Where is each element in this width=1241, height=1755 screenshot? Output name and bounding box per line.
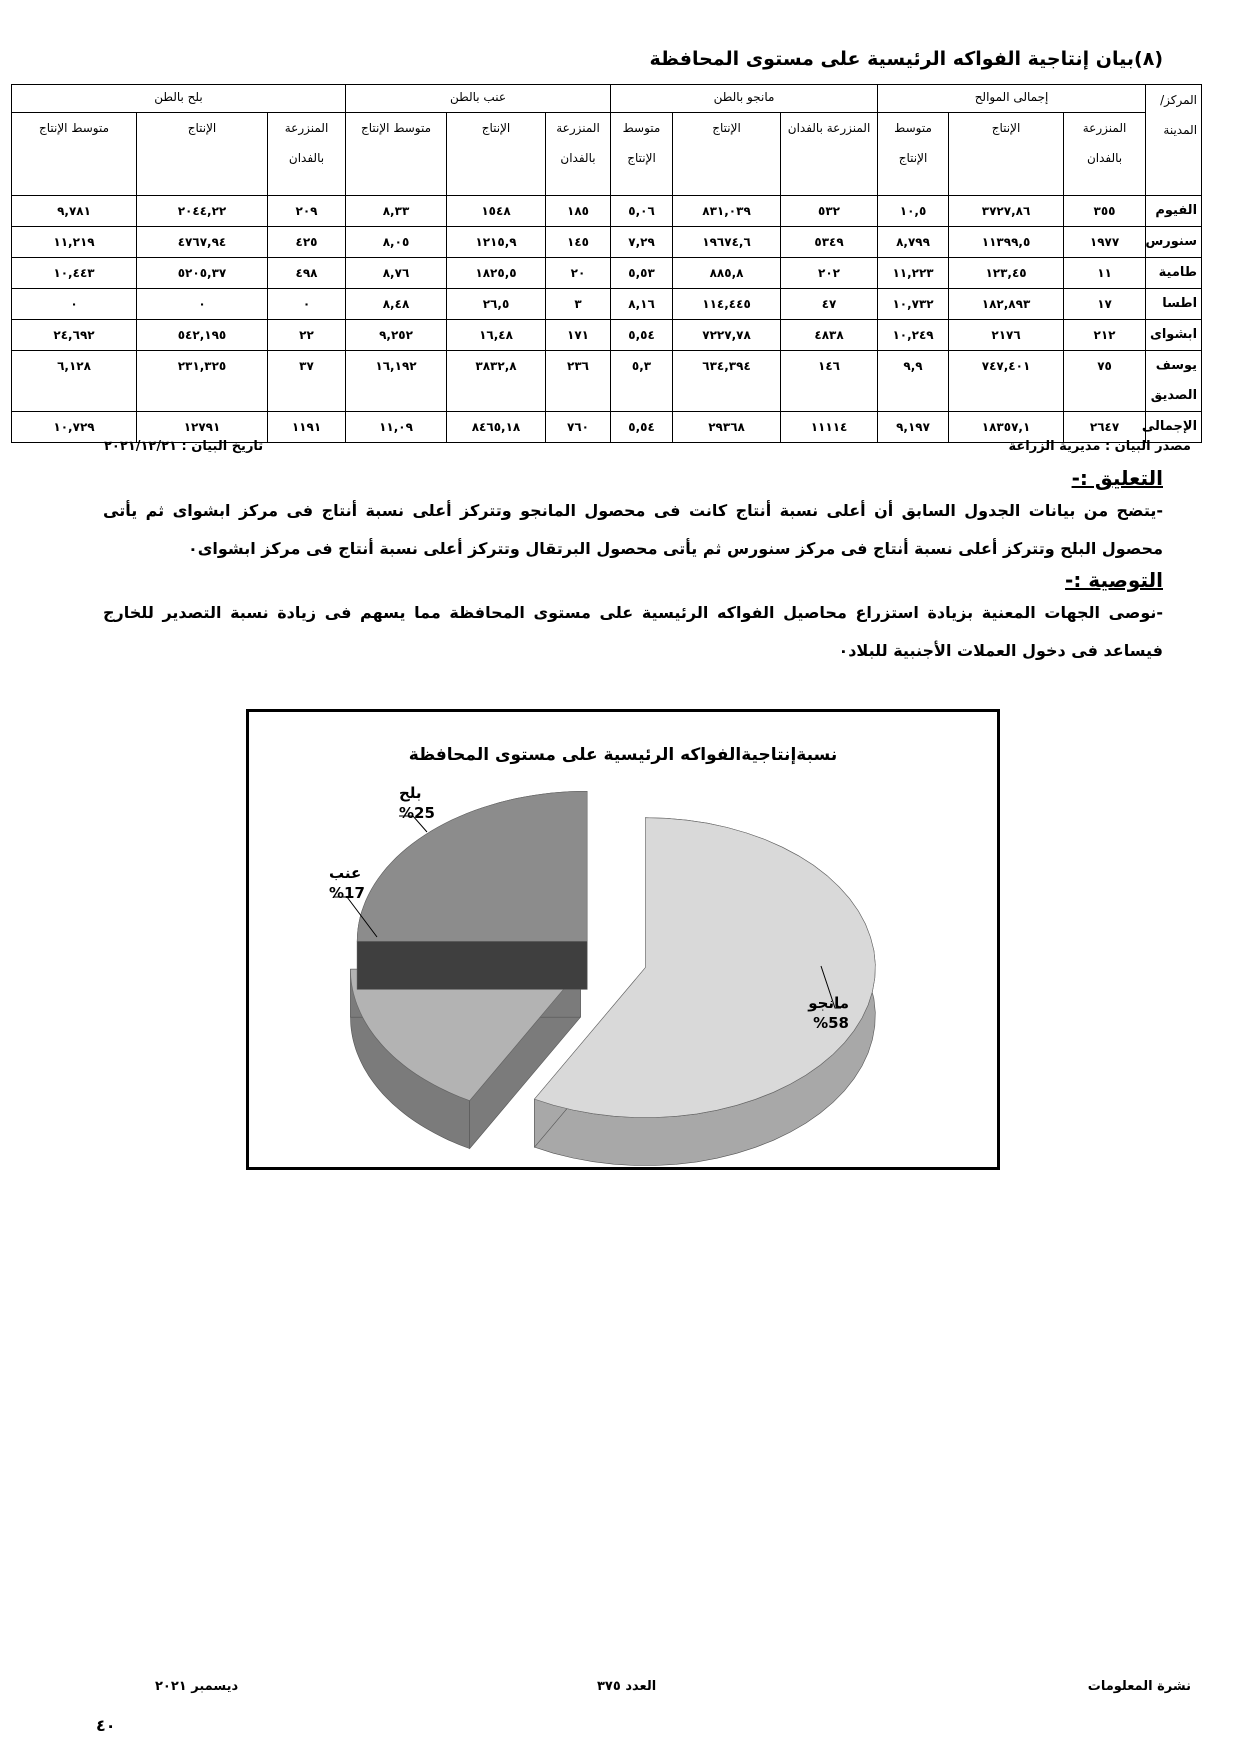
table-cell: ١٧ [1064, 289, 1146, 320]
table-cell: ١٨٢,٨٩٣ [949, 289, 1064, 320]
table-cell: ١١٩١ [268, 412, 346, 443]
table-cell: ٢٠٤٤,٢٢ [137, 196, 268, 227]
table-cell: ٤٩٨ [268, 258, 346, 289]
table-cell: ٤٢٥ [268, 227, 346, 258]
table-cell: ٧٥ [1064, 351, 1146, 412]
table-cell: ١٠,٧٢٩ [12, 412, 137, 443]
page-number: ٤٠ [96, 1716, 116, 1735]
table-cell: ٢٠ [546, 258, 611, 289]
table-cell: ٥,٠٦ [611, 196, 673, 227]
pie-slice-wall [357, 941, 587, 989]
table-cell: ٤٨٣٨ [781, 320, 878, 351]
slice-label: عنب [329, 864, 362, 882]
table-cell: ١٠,٢٤٩ [878, 320, 949, 351]
recommendation-text: -نوصى الجهات المعنية بزيادة استزراع محاصيل الفواكه الرئيسية على مستوى المحافظة مما يسهم فى زيادة نسبة التصدير للخارج فيساعد فى دخول العملات الأجنبية للبلاد٠ [103, 603, 1163, 660]
table-cell: ٥,٥٤ [611, 320, 673, 351]
subheader: متوسط الإنتاج [878, 113, 949, 196]
subheader: الإنتاج [447, 113, 546, 196]
pie-slice-3 [357, 791, 587, 989]
subheader: متوسط الإنتاج [346, 113, 447, 196]
table-cell: ١٥٤٨ [447, 196, 546, 227]
table-row [12, 289, 1202, 320]
table-cell: ١٠,٥ [878, 196, 949, 227]
table-cell: ٢٠٩ [268, 196, 346, 227]
slice-label: مانجو [808, 994, 849, 1012]
region-name: سنورس [1146, 227, 1202, 258]
table-cell: ٣٨٣٢,٨ [447, 351, 546, 412]
table-cell: ٢٢ [268, 320, 346, 351]
fruit-production-table [11, 84, 1202, 443]
table-cell: ١٩٧٧ [1064, 227, 1146, 258]
table-cell: ٥٣٤٩ [781, 227, 878, 258]
footer-date: ديسمبر ٢٠٢١ [155, 1679, 239, 1694]
table-cell: ٢٣٦ [546, 351, 611, 412]
table-cell: ٧٦٠ [546, 412, 611, 443]
data-source: مصدر البيان : مديرية الزراعة [1008, 439, 1191, 454]
subheader: الإنتاج [949, 113, 1064, 196]
group-header-grapes: عنب بالطن [346, 85, 611, 113]
table-cell: ٤٧٦٧,٩٤ [137, 227, 268, 258]
region-name: ابشواى [1146, 320, 1202, 351]
table-cell: ١٨٢٥,٥ [447, 258, 546, 289]
page-title: (٨)بيان إنتاجية الفواكه الرئيسية على مستوى المحافظة [649, 48, 1163, 70]
table-cell: ١٢١٥,٩ [447, 227, 546, 258]
table-cell: ١٢٣,٤٥ [949, 258, 1064, 289]
table-row [12, 320, 1202, 351]
table-cell: ٨,٠٥ [346, 227, 447, 258]
slice-label: بلح [399, 784, 422, 802]
table-cell: ٤٧ [781, 289, 878, 320]
table-cell: ١٨٥ [546, 196, 611, 227]
table-cell: ١٤٦ [781, 351, 878, 412]
table-cell: ٢٦,٥ [447, 289, 546, 320]
table-cell: ١١١١٤ [781, 412, 878, 443]
table-cell: ٣ [546, 289, 611, 320]
pie-slice-top [357, 791, 587, 941]
table-cell: ٨٣١,٠٣٩ [673, 196, 781, 227]
table-cell: ٢١٧٦ [949, 320, 1064, 351]
table-cell: ٢٤,٦٩٢ [12, 320, 137, 351]
group-header-mango: مانجو بالطن [611, 85, 878, 113]
subheader: المنزرعة بالفدان [268, 113, 346, 196]
table-cell: ٥٣٢ [781, 196, 878, 227]
table-cell: ٢٣١,٣٢٥ [137, 351, 268, 412]
table-cell: ٨٤٦٥,١٨ [447, 412, 546, 443]
recommendation-heading: التوصية :- [1065, 568, 1163, 592]
table-cell: ٠ [268, 289, 346, 320]
comment-text: -يتضح من بيانات الجدول السابق أن أعلى نسبة أنتاج كانت فى محصول المانجو وتتركز أعلى نسبة أنتاج فى مركز ابشواى ثم يأتى محصول البلح وتتركز أعلى نسبة أنتاج فى مركز سنورس ثم يأتى محصول البرتقال وتتركز أعلى نسبة أنتاج فى مركز ابشواى٠ [103, 501, 1163, 558]
table-cell: ١١٣٩٩,٥ [949, 227, 1064, 258]
pie-chart [246, 709, 1000, 1170]
table-cell: ٢١٢ [1064, 320, 1146, 351]
table-cell: ١٠,٧٣٢ [878, 289, 949, 320]
slice-value-label: %58 [813, 1014, 849, 1032]
region-name: الفيوم [1146, 196, 1202, 227]
subheader: المنزرعة بالفدان [1064, 113, 1146, 196]
table-row [12, 196, 1202, 227]
table-cell: ٦٣٤,٣٩٤ [673, 351, 781, 412]
subheader: الإنتاج [137, 113, 268, 196]
footer-issue: العدد ٣٧٥ [597, 1679, 657, 1694]
table-cell: ٨,١٦ [611, 289, 673, 320]
table-cell: ٢٦٤٧ [1064, 412, 1146, 443]
table-cell: ١١٤,٤٤٥ [673, 289, 781, 320]
table-cell: ٥,٥٤ [611, 412, 673, 443]
table-cell: ١٢٧٩١ [137, 412, 268, 443]
slice-value-label: %25 [399, 804, 435, 822]
subheader: متوسط الإنتاج [611, 113, 673, 196]
table-cell: ٨,٧٦ [346, 258, 447, 289]
table-cell: ١٩٦٧٤,٦ [673, 227, 781, 258]
table-cell: ٨,٤٨ [346, 289, 447, 320]
table-row [12, 412, 1202, 443]
table-cell: ٧٤٧,٤٠١ [949, 351, 1064, 412]
subheader: المنزرعة بالفدان [546, 113, 611, 196]
table-cell: ١٤٥ [546, 227, 611, 258]
table-cell: ٢٠٢ [781, 258, 878, 289]
table-row [12, 227, 1202, 258]
pie-chart-svg [249, 712, 997, 1167]
table-cell: ٦,١٢٨ [12, 351, 137, 412]
table-cell: ١٧١ [546, 320, 611, 351]
table-cell: ١١,٢١٩ [12, 227, 137, 258]
table-cell: ١١,٠٩ [346, 412, 447, 443]
comment-heading: التعليق :- [1071, 466, 1163, 490]
slice-value-label: %17 [329, 884, 365, 902]
table-row [12, 351, 1202, 412]
group-header-citrus: إجمالى الموالح [878, 85, 1146, 113]
region-name: طامية [1146, 258, 1202, 289]
table-cell: ٠ [12, 289, 137, 320]
table-cell: ١١,٢٢٣ [878, 258, 949, 289]
table-cell: ٥,٥٣ [611, 258, 673, 289]
subheader: متوسط الإنتاج [12, 113, 137, 196]
table-cell: ٩,٧٨١ [12, 196, 137, 227]
footer-publication: نشرة المعلومات [1087, 1679, 1191, 1694]
table-cell: ١٦,١٩٢ [346, 351, 447, 412]
table-cell: ٨٨٥,٨ [673, 258, 781, 289]
table-cell: ٥٤٢,١٩٥ [137, 320, 268, 351]
table-cell: ٥,٣ [611, 351, 673, 412]
data-date: تاريخ البيان : ٢٠٢١/١٢/٢١ [104, 439, 264, 454]
table-cell: ٣٧٢٧,٨٦ [949, 196, 1064, 227]
table-cell: ١١ [1064, 258, 1146, 289]
table-cell: ١٠,٤٤٣ [12, 258, 137, 289]
table-cell: ٢٩٣٦٨ [673, 412, 781, 443]
region-name: الإجمالى [1146, 412, 1202, 443]
table-cell: ١٨٣٥٧,١ [949, 412, 1064, 443]
group-header-dates: بلح بالطن [12, 85, 346, 113]
table-cell: ٧٢٢٧,٧٨ [673, 320, 781, 351]
table-cell: ٩,٢٥٢ [346, 320, 447, 351]
table-cell: ٥٢٠٥,٣٧ [137, 258, 268, 289]
table-cell: ٣٥٥ [1064, 196, 1146, 227]
table-cell: ٧,٢٩ [611, 227, 673, 258]
table-cell: ٨,٧٩٩ [878, 227, 949, 258]
chart-title: نسبةإنتاجيةالفواكه الرئيسية على مستوى المحافظة [408, 745, 838, 765]
region-header: المركز/ المدينة [1146, 85, 1202, 196]
table-cell: ٠ [137, 289, 268, 320]
table-cell: ١٦,٤٨ [447, 320, 546, 351]
table-cell: ٨,٣٣ [346, 196, 447, 227]
table-cell: ٩,٩ [878, 351, 949, 412]
region-name: اطسا [1146, 289, 1202, 320]
region-name: يوسف الصديق [1146, 351, 1202, 412]
subheader: الإنتاج [673, 113, 781, 196]
table-cell: ٩,١٩٧ [878, 412, 949, 443]
table-cell: ٣٧ [268, 351, 346, 412]
table-row [12, 258, 1202, 289]
subheader: المنزرعة بالفدان [781, 113, 878, 196]
